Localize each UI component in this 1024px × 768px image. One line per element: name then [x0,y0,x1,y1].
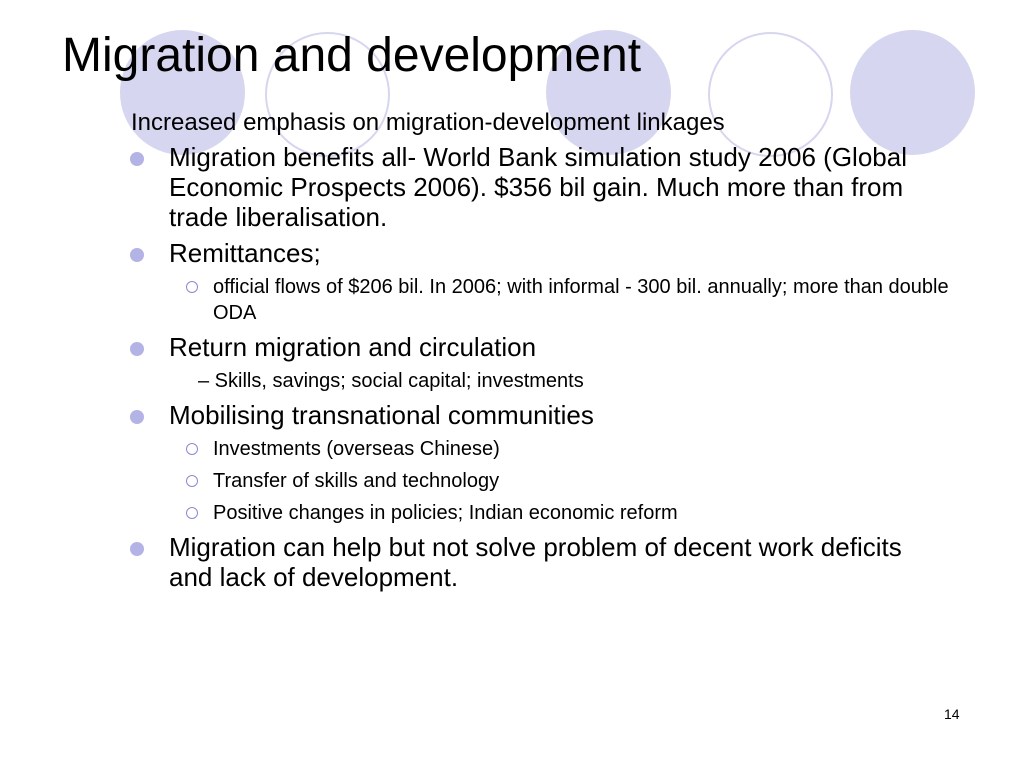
bullet-ring-icon [186,281,198,293]
list-item-text: – Skills, savings; social capital; investments [198,370,584,392]
list-item [130,238,950,268]
bullet-dot-icon [130,152,144,166]
list-item-text: Investments (overseas Chinese) [213,438,500,460]
list-item-text: Positive changes in policies; Indian economic reform [213,502,678,524]
bullet-dot-icon [130,248,144,262]
slide-intro: Increased emphasis on migration-development linkages [131,109,725,136]
list-item [130,274,950,326]
list-item [130,142,950,232]
list-item-text: Mobilising transnational communities [169,400,594,430]
list-item [130,436,950,462]
list-item [130,532,950,592]
list-item-text: Transfer of skills and technology [213,470,500,492]
decor-circle-5 [850,30,975,155]
list-item [130,500,950,526]
bullet-ring-icon [186,507,198,519]
list-item [130,368,950,394]
bullet-ring-icon [186,443,198,455]
bullet-dot-icon [130,542,144,556]
list-item-text: official flows of $206 bil. In 2006; with informal - 300 bil. annually; more than double ODA [213,276,949,324]
list-item [130,468,950,494]
slide-title: Migration and development [62,29,642,82]
list-item [130,400,950,430]
decor-circle-4 [708,32,833,157]
list-item [130,332,950,362]
bullet-dot-icon [130,342,144,356]
page-number: 14 [944,706,960,722]
list-item-text: Return migration and circulation [169,332,537,362]
bullet-ring-icon [186,475,198,487]
list-item-text: Migration benefits all- World Bank simulation study 2006 (Global Economic Prospects 2006). $356 bil gain. Much more than from trade liberalisation. [169,142,907,232]
bullet-list [130,142,950,598]
list-item-text: Remittances; [169,238,321,268]
list-item-text: Migration can help but not solve problem of decent work deficits and lack of development. [169,532,902,592]
bullet-dot-icon [130,410,144,424]
